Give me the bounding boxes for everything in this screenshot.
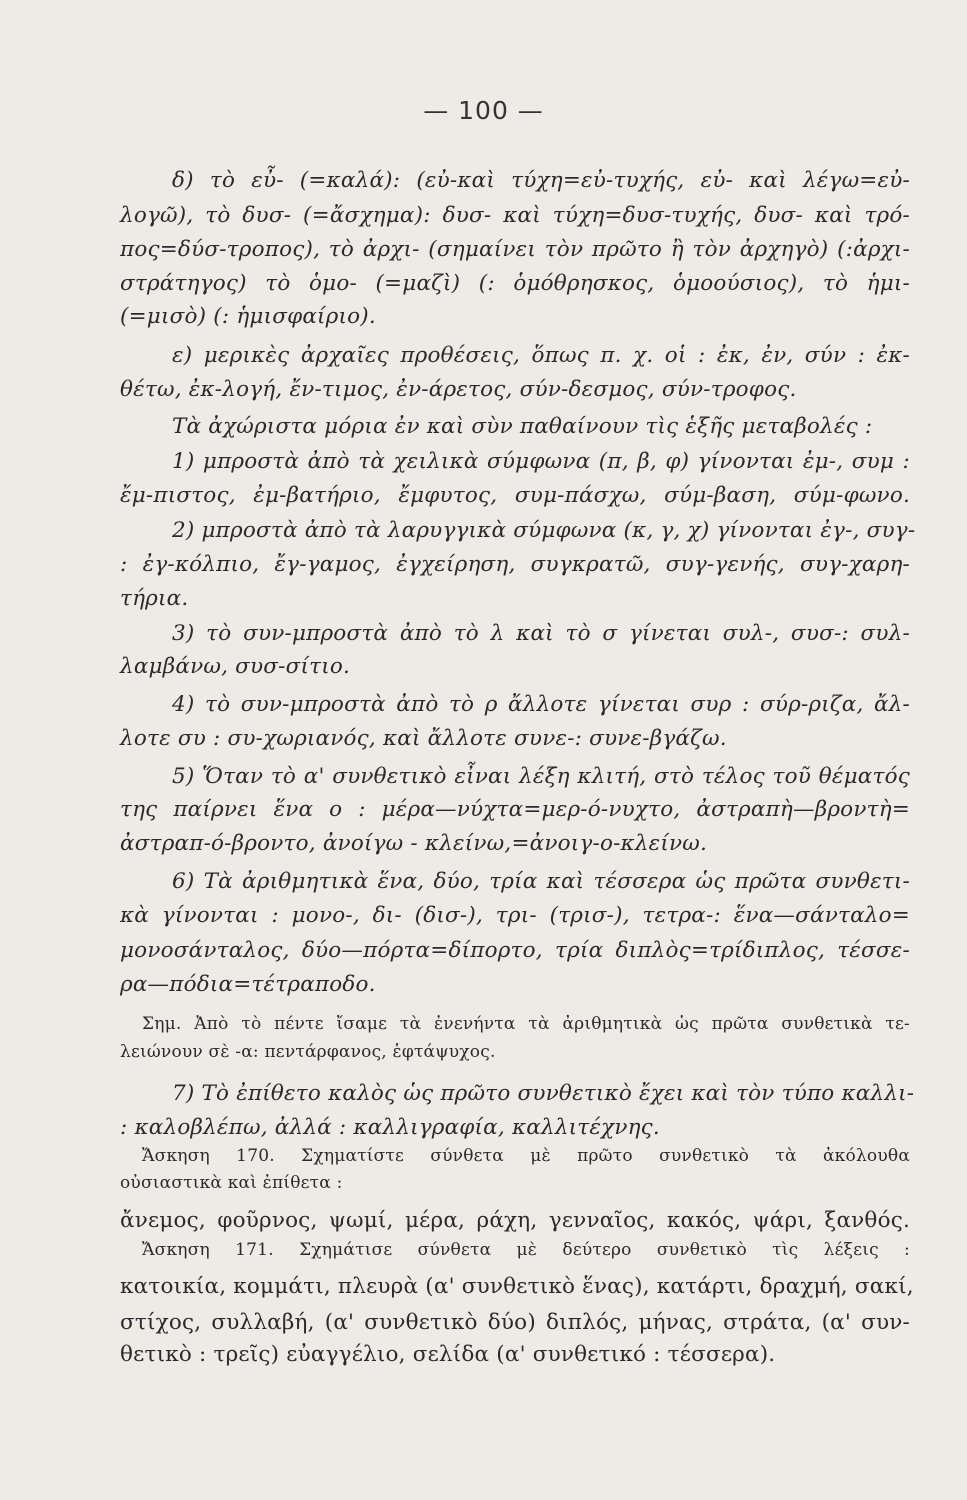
- text-line: στίχος, συλλαβή, (α' συνθετικὸ δύο) διπλός, μήνας, στράτα, (α' συν-: [120, 1310, 910, 1335]
- text-line: 3) τὸ συν-μπροστὰ ἀπὸ τὸ λ καὶ τὸ σ γίνεται συλ-, συσ-: συλ-: [172, 621, 910, 646]
- text-line: Ἄσκηση 170. Σχηματίστε σύνθετα μὲ πρῶτο συνθετικὸ τὰ ἀκόλουθα: [142, 1146, 910, 1166]
- text-line: 7) Τὸ ἐπίθετο καλὸς ὡς πρῶτο συνθετικὸ ἔχει καὶ τὸν τύπο καλλι-: [172, 1081, 915, 1106]
- text-line: ρα—πόδια=τέτραποδο.: [120, 972, 376, 997]
- text-line: στράτηγος) τὸ ὁμο- (=μαζὶ) (: ὁμόθρησκος, ὁμοούσιος), τὸ ἡμι-: [120, 271, 910, 296]
- text-line: θέτω, ἐκ-λογή, ἔν-τιμος, ἐν-άρετος, σύν-δεσμος, σύν-τροφος.: [120, 377, 797, 402]
- text-line: (=μισὸ) (: ἡμισφαίριο).: [120, 304, 376, 329]
- text-line: οὐσιαστικὰ καὶ ἐπίθετα :: [120, 1173, 343, 1193]
- text-line: ἄνεμος, φοῦρνος, ψωμί, μέρα, ράχη, γενναῖος, κακός, ψάρι, ξανθός.: [120, 1208, 910, 1233]
- text-line: πος=δύσ-τροπος), τὸ ἀρχι- (σημαίνει τὸν πρῶτο ἢ τὸν ἀρχηγὸ) (:ἀρχι-: [120, 237, 910, 262]
- text-line: δ) τὸ εὖ- (=καλά): (εὐ-καὶ τύχη=εὐ-τυχής, εὐ- καὶ λέγω=εὐ-: [172, 168, 910, 193]
- text-line: 1) μπροστὰ ἀπὸ τὰ χειλικὰ σύμφωνα (π, β, φ) γίνονται ἐμ-, συμ :: [172, 449, 910, 474]
- text-line: Σημ. Ἀπὸ τὸ πέντε ἴσαμε τὰ ἐνενήντα τὰ ἀριθμητικὰ ὡς πρῶτα συνθετικὰ τε-: [142, 1014, 910, 1034]
- text-line: : καλοβλέπω, ἀλλά : καλλιγραφία, καλλιτέχνης.: [120, 1115, 660, 1140]
- text-line: 6) Τὰ ἀριθμητικὰ ἕνα, δύο, τρία καὶ τέσσερα ὡς πρῶτα συνθετι-: [172, 869, 910, 894]
- text-line: Τὰ ἀχώριστα μόρια ἐν καὶ σὺν παθαίνουν τὶς ἑξῆς μεταβολές :: [172, 414, 873, 439]
- text-line: θετικὸ : τρεῖς) εὐαγγέλιο, σελίδα (α' συνθετικό : τέσσερα).: [120, 1342, 776, 1367]
- text-line: λοτε συ : συ-χωριανός, καὶ ἄλλοτε συνε-: συνε-βγάζω.: [120, 726, 727, 751]
- text-line: ἔμ-πιστος, ἐμ-βατήριο, ἔμφυτος, συμ-πάσχω, σύμ-βαση, σύμ-φωνο.: [120, 483, 910, 508]
- page-number: — 100 —: [423, 96, 544, 125]
- text-line: 5) Ὅταν τὸ α' συνθετικὸ εἶναι λέξη κλιτή, στὸ τέλος τοῦ θέματός: [172, 764, 910, 789]
- text-line: της παίρνει ἕνα ο : μέρα—νύχτα=μερ-ό-νυχτο, ἀστραπὴ—βροντὴ=: [120, 797, 910, 822]
- text-line: ἀστραπ-ό-βροντο, ἀνοίγω - κλείνω,=ἀνοιγ-ο-κλείνω.: [120, 831, 708, 856]
- text-line: ε) μερικὲς ἀρχαῖες προθέσεις, ὅπως π. χ. οἱ : ἐκ, ἐν, σύν : ἐκ-: [172, 343, 910, 368]
- text-line: λογῶ), τὸ δυσ- (=ἄσχημα): δυσ- καὶ τύχη=δυσ-τυχής, δυσ- καὶ τρό-: [120, 203, 910, 228]
- text-line: κὰ γίνονται : μονο-, δι- (δισ-), τρι- (τρισ-), τετρα-: ἕνα—σάνταλο=: [120, 903, 910, 928]
- text-line: κατοικία, κομμάτι, πλευρὰ (α' συνθετικὸ ἕνας), κατάρτι, δραχμή, σακί,: [120, 1274, 914, 1299]
- text-line: 4) τὸ συν-μπροστὰ ἀπὸ τὸ ρ ἄλλοτε γίνεται συρ : σύρ-ριζα, ἄλ-: [172, 692, 910, 717]
- text-line: τήρια.: [120, 586, 189, 611]
- text-line: : ἐγ-κόλπιο, ἔγ-γαμος, ἐγχείρηση, συγκρατῶ, συγ-γενής, συγ-χαρη-: [120, 552, 910, 577]
- text-line: μονοσάνταλος, δύο—πόρτα=δίπορτο, τρία διπλὸς=τρίδιπλος, τέσσε-: [120, 938, 910, 963]
- text-line: 2) μπροστὰ ἀπὸ τὰ λαρυγγικὰ σύμφωνα (κ, γ, χ) γίνονται ἐγ-, συγ-: [172, 518, 916, 543]
- text-line: Ἄσκηση 171. Σχημάτισε σύνθετα μὲ δεύτερο συνθετικὸ τὶς λέξεις :: [142, 1240, 910, 1260]
- text-line: λειώνουν σὲ -α: πεντάρφανος, ἑφτάψυχος.: [120, 1042, 496, 1062]
- text-line: λαμβάνω, συσ-σίτιο.: [120, 654, 351, 679]
